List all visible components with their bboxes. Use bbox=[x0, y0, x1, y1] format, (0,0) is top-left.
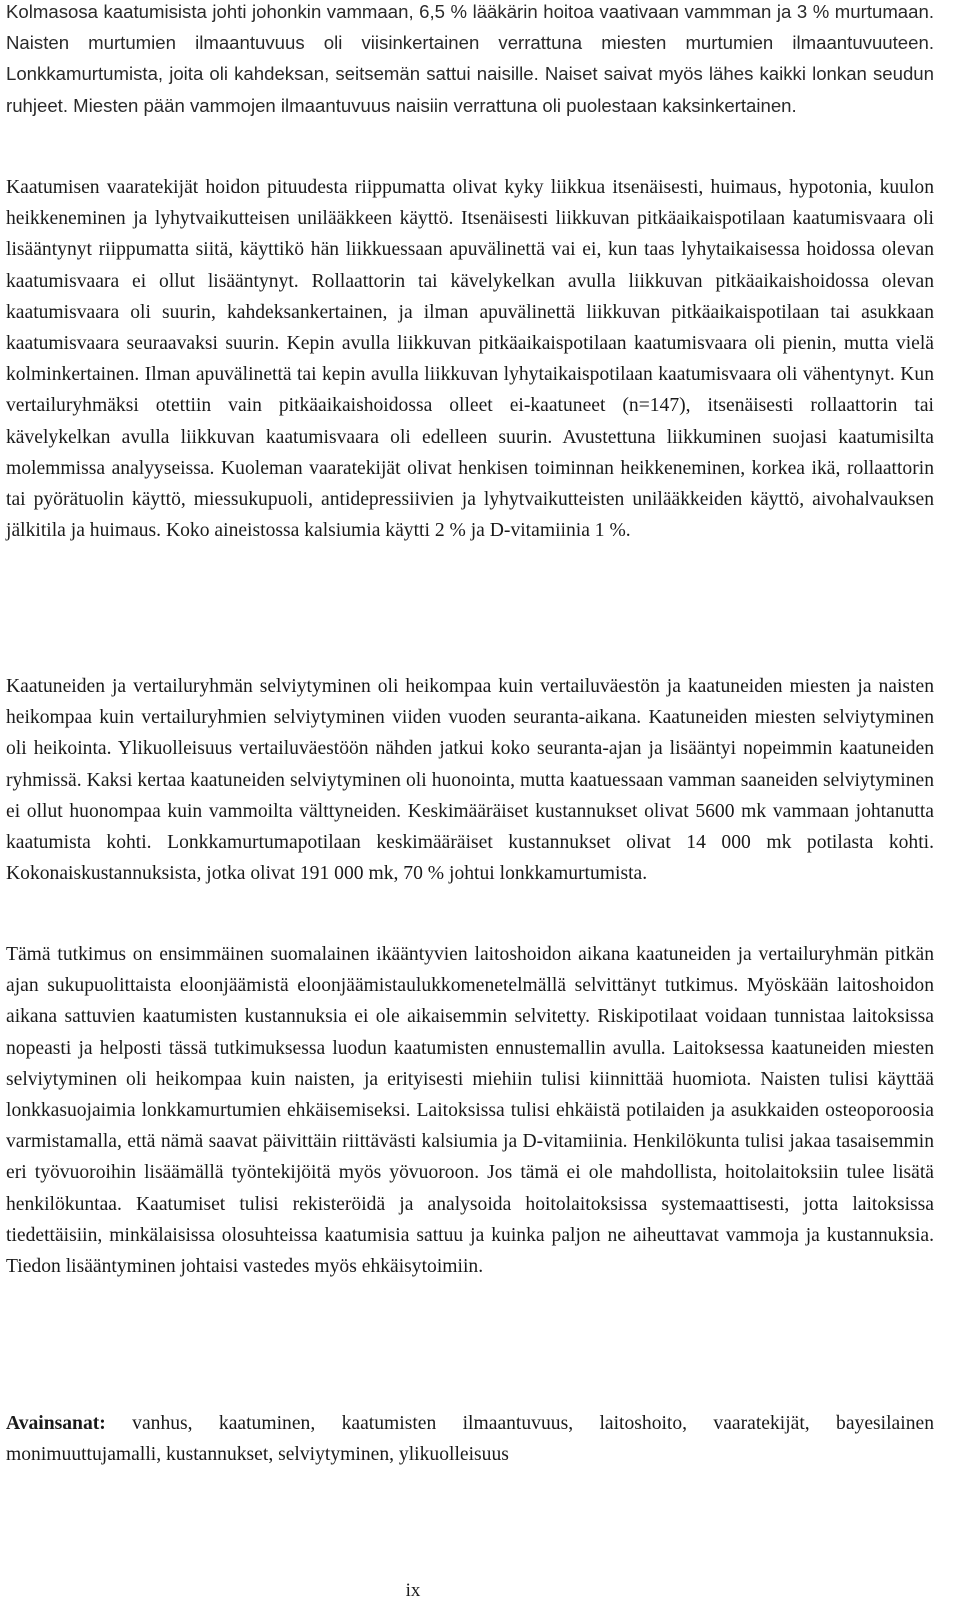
page-number: ix bbox=[405, 1580, 421, 1601]
keywords-text: vanhus, kaatuminen, kaatumisten ilmaantuvuus, laitoshoito, vaaratekijät, bayesilainen monimuuttujamalli, kustannukset, selviytyminen, ylikuolleisuus bbox=[6, 1413, 934, 1466]
paragraph-risk-factors: Kaatumisen vaaratekijät hoidon pituudesta riippumatta olivat kyky liikkua itsenäisesti, huimaus, hypotonia, kuulon heikkeneminen ja lyhytvaikutteisen unilääkkeen käyttö. Itsenäisesti liikkuvan pitkäaikaispotilaan kaatumisvaara oli lisääntynyt riippumatta siitä, käyttikö hän liikkuessaan apuvälinettä vai ei, kun taas lyhytaikaisessa hoidossa olevan kaatumisvaara ei ollut lisääntynyt. Rollaattorin tai kävelykelkan avulla liikkuvan pitkäaikaishoidossa olevan kaatumisvaara oli suurin, kahdeksankertainen, ja ilman apuvälinettä liikkuvan pitkäaikaispotilaan tai asukkaan kaatumisvaara seuraavaksi suurin. Kepin avulla liikkuvan pitkäaikaispotilaan kaatumisvaara oli pienin, mutta vielä kolminkertainen. Ilman apuvälinettä tai kepin avulla liikkuvan lyhytaikaispotilaan kaatumisvaara oli vähentynyt. Kun vertailuryhmäksi otettiin vain pitkäaikaishoidossa olleet ei-kaatuneet (n=147), itsenäisesti rollaattorin tai kävelykelkan avulla liikkuvan kaatumisvaara oli edelleen suurin. Avustettuna liikkuminen suojasi kaatumisilta molemmissa analyyseissa. Kuoleman vaaratekijät olivat henkisen toiminnan heikkeneminen, korkea ikä, rollaattorin tai pyörätuolin käyttö, miessukupuoli, antidepressiivien ja lyhytvaikutteisten unilääkkeiden käyttö, aivohalvauksen jälkitila ja huimaus. Koko aineistossa kalsiumia käytti 2 % ja D-vitamiinia 1 %. bbox=[6, 177, 934, 542]
paragraph-survival: Kaatuneiden ja vertailuryhmän selviytyminen oli heikompaa kuin vertailuväestön ja kaatuneiden miesten ja naisten heikompaa kuin vertailuryhmien selviytyminen viiden vuoden seuranta-aikana. Kaatuneiden miesten selviytyminen oli heikointa. Ylikuolleisuus vertailuväestöön nähden jatkui koko seuranta-ajan ja lisääntyi nopeimmin kaatuneiden ryhmissä. Kaksi kertaa kaatuneiden selviytyminen oli huonointa, mutta kaatuessaan vamman saaneiden selviytyminen ei ollut huonompaa kuin vammoilta välttyneiden. Keskimääräiset kustannukset olivat 5600 mk vammaan johtanutta kaatumista kohti. Lonkkamurtumapotilaan keskimääräiset kustannukset olivat 14 000 mk potilasta kohti. Kokonaiskustannuksista, jotka olivat 191 000 mk, 70 % johtui lonkkamurtumista. bbox=[6, 676, 934, 885]
keywords-paragraph bbox=[6, 1408, 934, 1470]
paragraph-injuries: Kolmasosa kaatumisista johti johonkin vammaan, 6,5 % lääkärin hoitoa vaativaan vammman ja 3 % murtumaan. Naisten murtumien ilmaantuvuus oli viisinkertainen verrattuna miesten murtumien ilmaantuvuuteen. Lonkkamurtumista, joita oli kahdeksan, seitsemän sattui naisille. Naiset saivat myös lähes kaikki lonkan seudun ruhjeet. Miesten pään vammojen ilmaantuvuus naisiin verrattuna oli puolestaan kaksinkertainen. bbox=[6, 1, 934, 116]
paragraph-conclusions: Tämä tutkimus on ensimmäinen suomalainen ikääntyvien laitoshoidon aikana kaatuneiden ja vertailuryhmän pitkän ajan sukupuolittaista eloonjäämistä eloonjäämistaulukkomenetelmällä selvittänyt tutkimus. Myöskään laitoshoidon aikana sattuvien kaatumisten kustannuksia ei ole aikaisemmin selvitetty. Riskipotilaat voidaan tunnistaa laitoksissa nopeasti ja helposti tässä tutkimuksessa luodun kaatumisten ennustemallin avulla. Laitoksessa kaatuneiden miesten selviytyminen oli heikompaa kuin naisten, ja erityisesti miehiin tulisi kiinnittää huomiota. Naisten tulisi käyttää lonkkasuojaimia lonkkamurtumien ehkäisemiseksi. Laitoksissa tulisi ehkäistä potilaiden ja asukkaiden osteoporoosia varmistamalla, että nämä saavat päivittäin riittävästi kalsiumia ja D-vitamiinia. Henkilökunta tulisi jakaa tasaisemmin eri työvuoroihin lisäämällä työntekijöitä myös yövuoroon. Jos tämä ei ole mahdollista, hoitolaitoksiin tulee lisätä henkilökuntaa. Kaatumiset tulisi rekisteröidä ja analysoida hoitolaitoksissa systemaattisesti, jotta laitoksissa tiedettäisiin, minkälaisissa olosuhteissa kaatumisia sattuu ja kuinka paljon ne aiheuttavat vammoja ja kustannuksia. Tiedon lisääntyminen johtaisi vastedes myös ehkäisytoimiin. bbox=[6, 944, 934, 1278]
keywords-label: Avainsanat: bbox=[6, 1413, 106, 1434]
